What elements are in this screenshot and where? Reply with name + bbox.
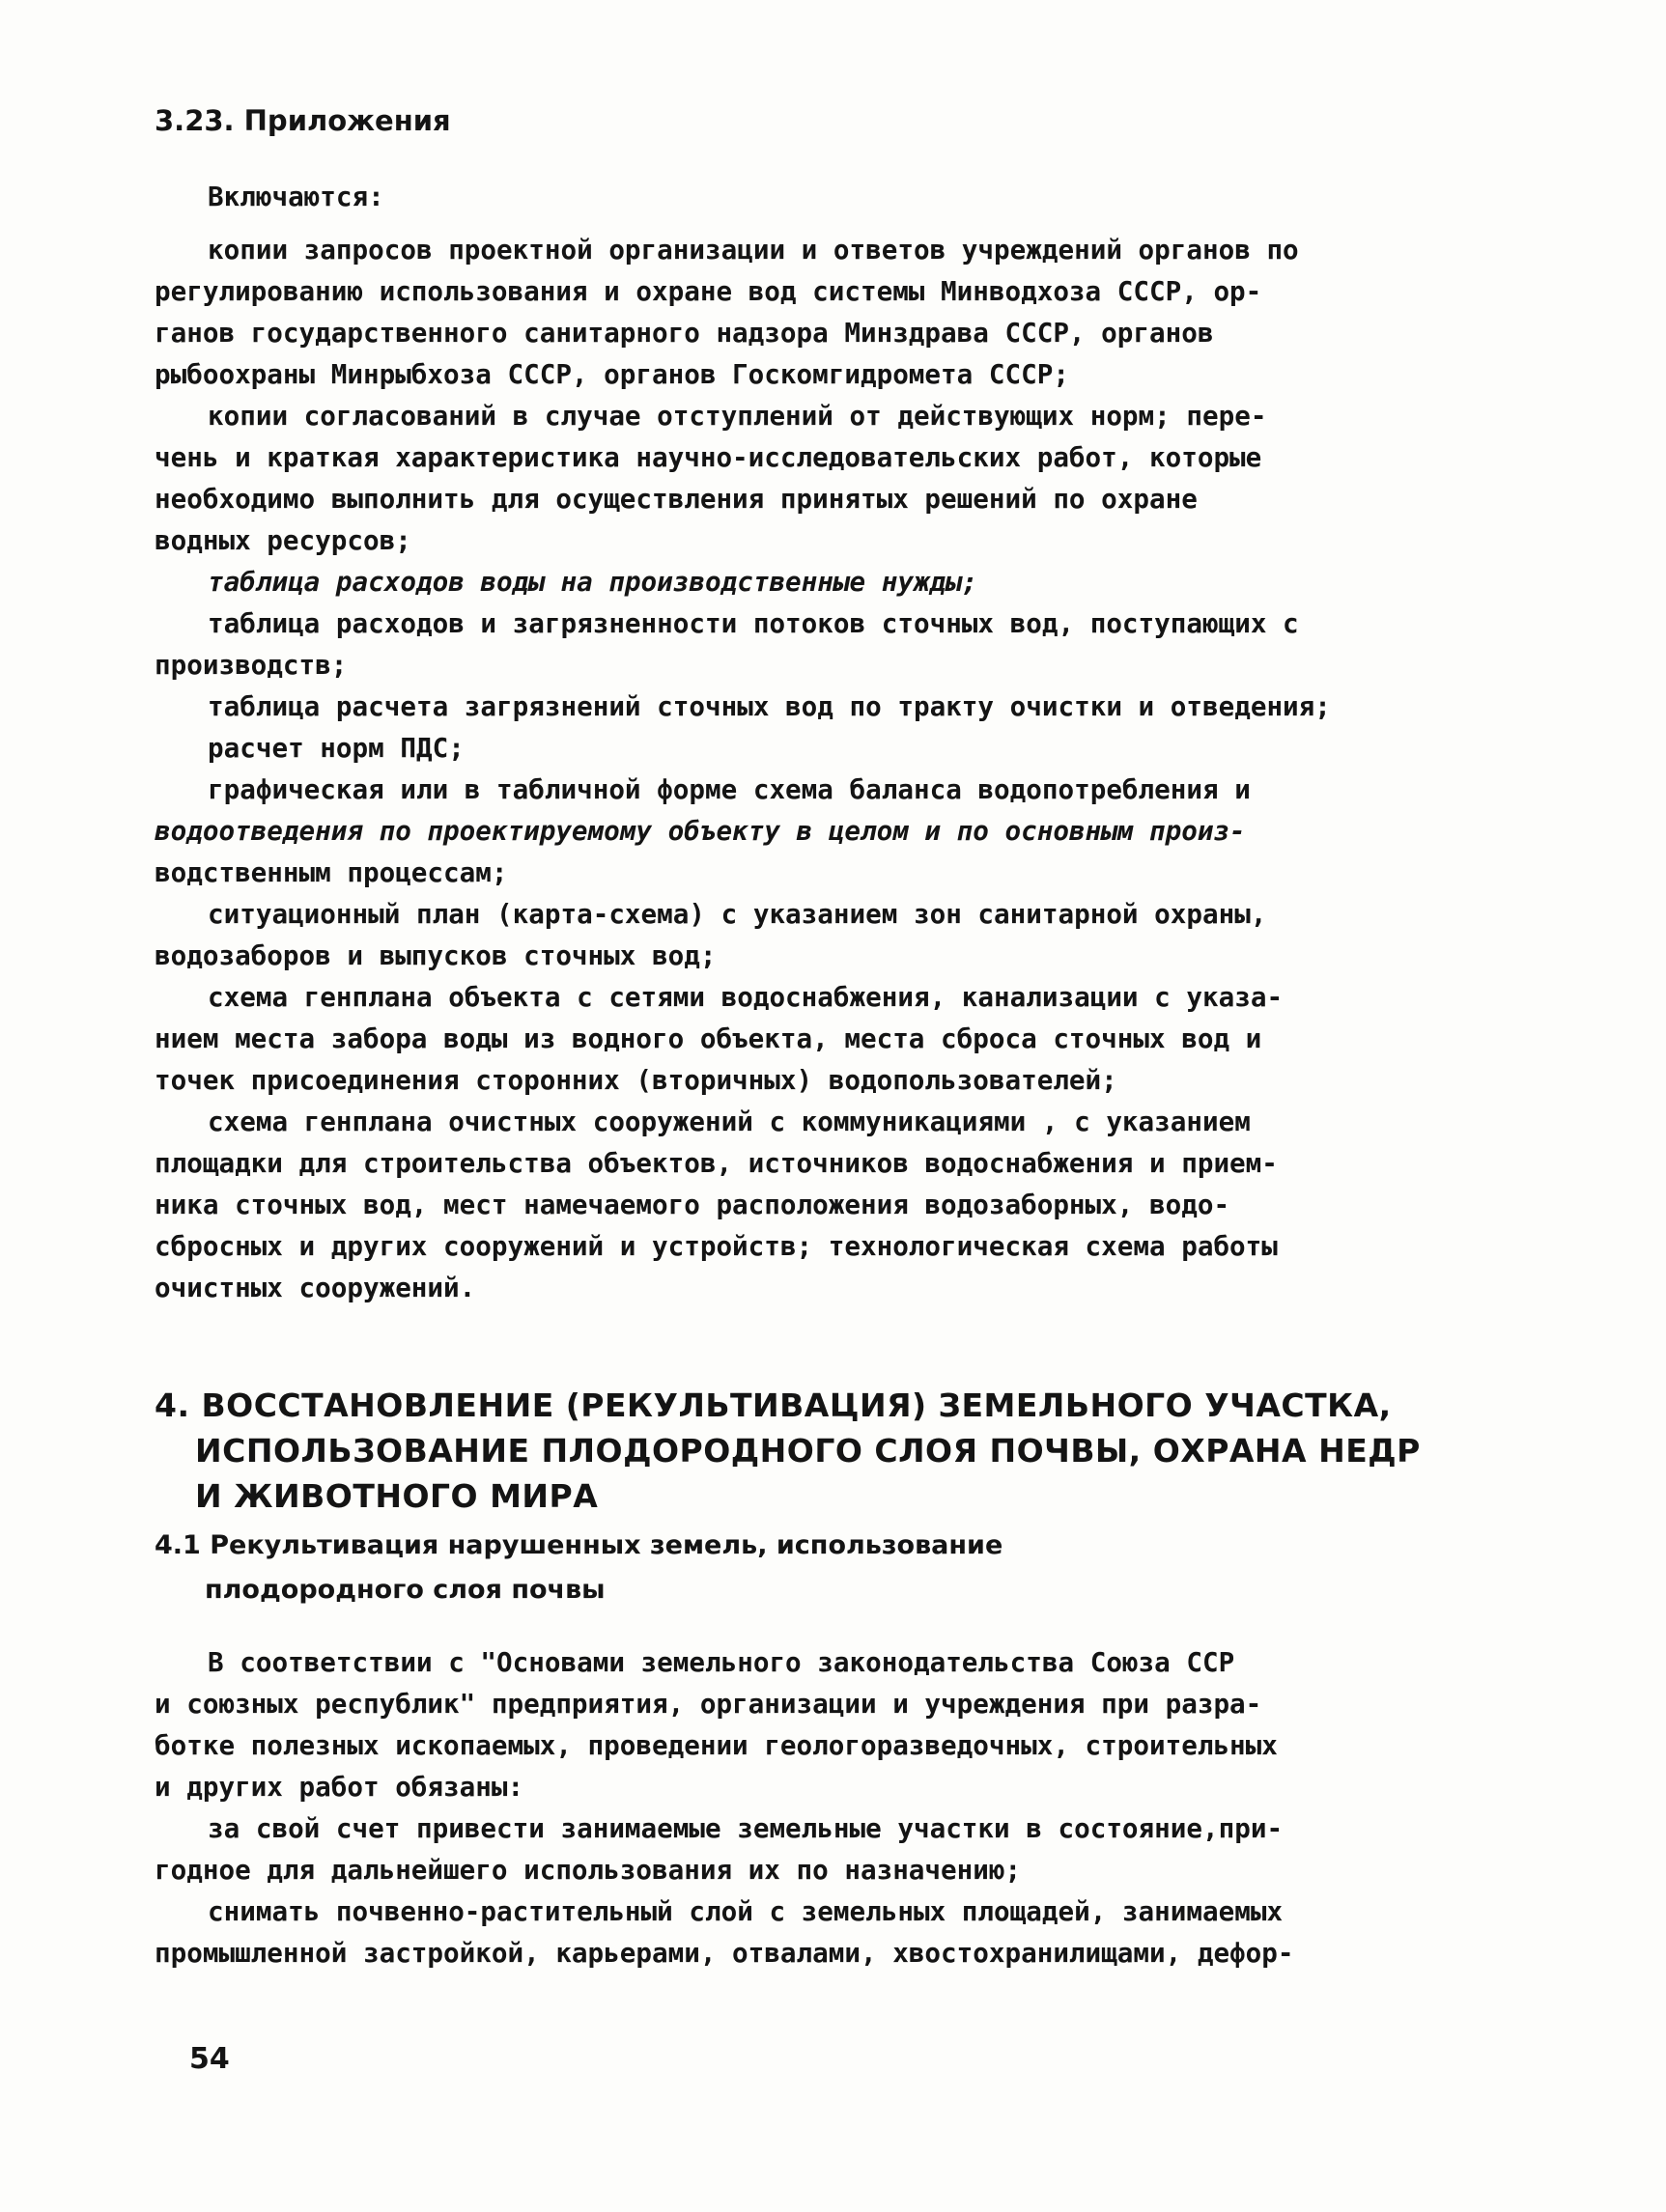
text-line: сбросных и других сооружений и устройств; технологическая схема работы bbox=[155, 1230, 1278, 1262]
text-line: графическая или в табличной форме схема баланса водопотребления и bbox=[208, 773, 1251, 805]
section-4-1-heading bbox=[155, 1524, 1507, 1612]
text-line: ситуационный план (карта-схема) с указанием зон санитарной охраны, bbox=[208, 898, 1267, 930]
text-line: схема генплана очистных сооружений с коммуникациями , с указанием bbox=[208, 1106, 1251, 1137]
text-line: точек присоединения сторонних (вторичных) водопользователей; bbox=[155, 1064, 1117, 1096]
chapter-heading-line: 4. ВОССТАНОВЛЕНИЕ (РЕКУЛЬТИВАЦИЯ) ЗЕМЕЛЬНОГО УЧАСТКА, bbox=[155, 1386, 1392, 1424]
text-line: водозаборов и выпусков сточных вод; bbox=[155, 939, 717, 971]
text-line: производств; bbox=[155, 649, 348, 681]
text-line: и других работ обязаны: bbox=[155, 1771, 524, 1803]
text-line: таблица расчета загрязнений сточных вод по тракту очистки и отведения; bbox=[208, 690, 1331, 722]
text-line: В соответствии с "Основами земельного законодательства Союза ССР bbox=[208, 1646, 1235, 1678]
text-line: копии согласований в случае отступлений от действующих норм; пере- bbox=[208, 400, 1267, 432]
text-line: площадки для строительства объектов, источников водоснабжения и прием- bbox=[155, 1147, 1278, 1179]
text-line: чень и краткая характеристика научно-исследовательских работ, которые bbox=[155, 441, 1262, 473]
page-number: 54 bbox=[189, 2042, 230, 2076]
text-line: регулированию использования и охране вод системы Минводхоза СССР, ор- bbox=[155, 275, 1262, 307]
text-line: расчет норм ПДС; bbox=[208, 732, 465, 764]
section-heading: 3.23. Приложения bbox=[155, 104, 451, 137]
text-line: Включаются: bbox=[208, 181, 384, 212]
text-line: и союзных республик" предприятия, организации и учреждения при разра- bbox=[155, 1688, 1262, 1720]
text-line: ботке полезных ископаемых, проведении геологоразведочных, строительных bbox=[155, 1729, 1278, 1761]
section-4-heading bbox=[155, 1383, 1507, 1519]
subsection-heading-line: плодородного слоя почвы bbox=[205, 1575, 606, 1605]
text-line: водственным процессам; bbox=[155, 856, 508, 888]
text-line: схема генплана объекта с сетями водоснабжения, канализации с указа- bbox=[208, 981, 1284, 1013]
text-line: копии запросов проектной организации и ответов учреждений органов по bbox=[208, 234, 1299, 266]
section-3-23-body bbox=[155, 176, 1507, 1308]
text-line: водных ресурсов; bbox=[155, 524, 411, 556]
text-line: необходимо выполнить для осуществления принятых решений по охране bbox=[155, 483, 1198, 515]
text-line: годное для дальнейшего использования их по назначению; bbox=[155, 1854, 1022, 1886]
text-line: нием места забора воды из водного объекта, места сброса сточных вод и bbox=[155, 1022, 1262, 1054]
text-line: очистных сооружений. bbox=[155, 1272, 476, 1303]
text-line: водоотведения по проектируемому объекту в целом и по основным произ- bbox=[155, 815, 1246, 847]
chapter-heading-line: И ЖИВОТНОГО МИРА bbox=[195, 1477, 599, 1515]
text-line: промышленной застройкой, карьерами, отвалами, хвостохранилищами, дефор- bbox=[155, 1937, 1294, 1969]
text-line: рыбоохраны Минрыбхоза СССР, органов Госкомгидромета СССР; bbox=[155, 358, 1069, 390]
text-line: за свой счет привести занимаемые земельные участки в состояние,при- bbox=[208, 1812, 1284, 1844]
text-line: ника сточных вод, мест намечаемого расположения водозаборных, водо- bbox=[155, 1189, 1230, 1220]
text-line: таблица расходов и загрязненности потоков сточных вод, поступающих с bbox=[208, 607, 1299, 639]
subsection-heading-line: 4.1 Рекультивация нарушенных земель, использование bbox=[155, 1530, 1003, 1560]
section-4-1-body bbox=[155, 1641, 1507, 1974]
text-line: таблица расходов воды на производственные нужды; bbox=[208, 566, 978, 598]
text-line: снимать почвенно-растительный слой с земельных площадей, занимаемых bbox=[208, 1895, 1284, 1927]
text-line: ганов государственного санитарного надзора Минздрава СССР, органов bbox=[155, 317, 1214, 349]
section-3-23 bbox=[155, 104, 1507, 137]
chapter-heading-line: ИСПОЛЬЗОВАНИЕ ПЛОДОРОДНОГО СЛОЯ ПОЧВЫ, ОХРАНА НЕДР bbox=[195, 1432, 1421, 1470]
